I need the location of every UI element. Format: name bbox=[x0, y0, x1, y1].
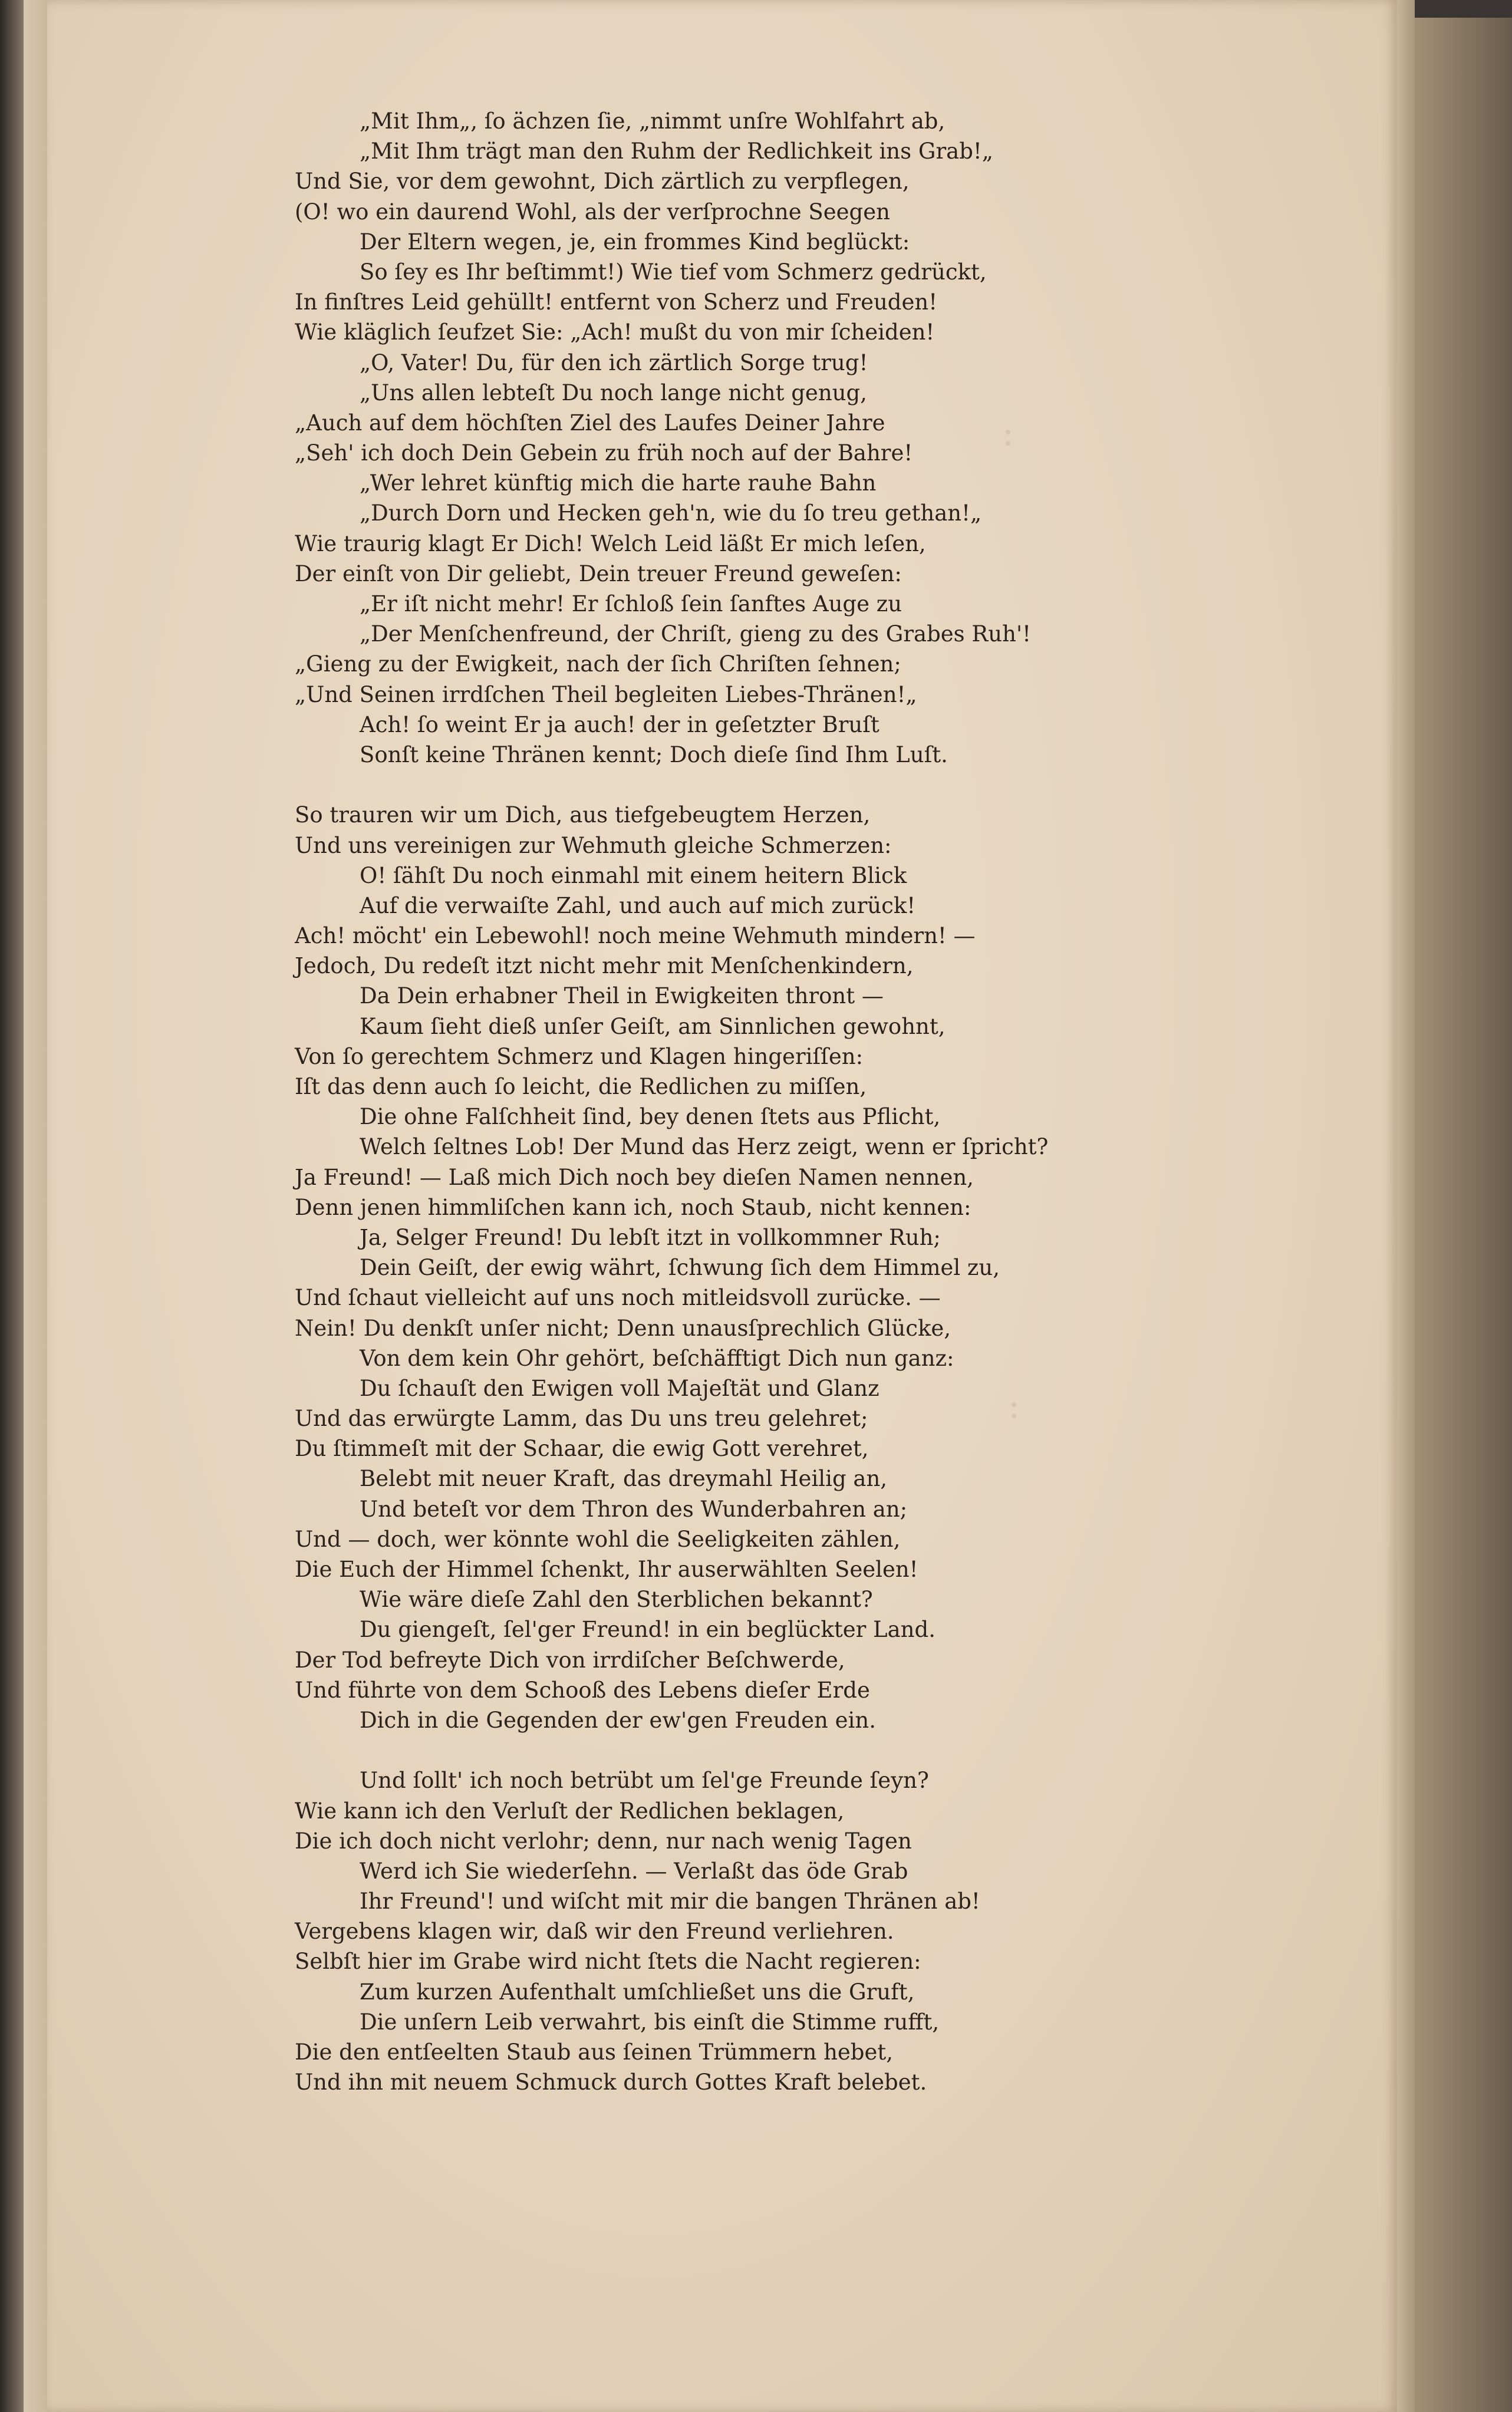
poem-line: „O, Vater! Du, für den ich zärtlich Sorge trug! bbox=[360, 350, 868, 375]
poem-line: Der Eltern wegen, je, ein frommes Kind beglückt: bbox=[360, 229, 910, 255]
poem-line: Jedoch, Du redeſt itzt nicht mehr mit Menſchenkindern, bbox=[295, 953, 914, 979]
poem-line: „Durch Dorn und Hecken geh'n, wie du ſo treu gethan!„ bbox=[360, 500, 982, 526]
poem-line: Wie wäre dieſe Zahl den Sterblichen bekannt? bbox=[360, 1587, 873, 1613]
poem-line: Und beteſt vor dem Thron des Wunderbahren an; bbox=[360, 1496, 908, 1522]
poem-line: Die ohne Falſchheit ſind, bey denen ſtets aus Pflicht, bbox=[360, 1104, 941, 1130]
poem-line: Auf die verwaiſte Zahl, und auch auf mich zurück! bbox=[360, 892, 916, 918]
poem-line: Und Sie, vor dem gewohnt, Dich zärtlich zu verpflegen, bbox=[295, 169, 910, 195]
poem-line: Und ihn mit neuem Schmuck durch Gottes Kraft belebet. bbox=[295, 2070, 927, 2095]
stanza-break bbox=[295, 1735, 1037, 1765]
poem-line: Und — doch, wer könnte wohl die Seeligkeiten zählen, bbox=[295, 1526, 901, 1552]
poem-line: „Und Seinen irrdſchen Theil begleiten Liebes-Thränen!„ bbox=[295, 681, 917, 707]
poem-line: Ja, Selger Freund! Du lebſt itzt in vollkommner Ruh; bbox=[360, 1224, 941, 1250]
poem-line: Und ſchaut vielleicht auf uns noch mitleidsvoll zurücke. — bbox=[295, 1285, 941, 1311]
bleed-through-mark: : bbox=[1008, 1385, 1020, 1426]
poem-line: Nein! Du denkſt unſer nicht; Denn unausſprechlich Glücke, bbox=[295, 1315, 951, 1341]
poem-line: Wie kann ich den Verluſt der Redlichen beklagen, bbox=[295, 1798, 845, 1824]
poem-line: „Wer lehret künftig mich die harte rauhe Bahn bbox=[360, 470, 877, 496]
poem-line: Zum kurzen Aufenthalt umſchließet uns die Gruft, bbox=[360, 1979, 915, 2005]
poem-line: Kaum ſieht dieß unſer Geiſt, am Sinnlichen gewohnt, bbox=[360, 1013, 946, 1039]
poem-line: Die den entſeelten Staub aus ſeinen Trümmern hebet, bbox=[295, 2039, 894, 2065]
poem-line: (O! wo ein daurend Wohl, als der verſprochne Seegen bbox=[295, 199, 890, 225]
poem-line: Du ſtimmeſt mit der Schaar, die ewig Gott verehret, bbox=[295, 1436, 869, 1462]
poem-line: Welch ſeltnes Lob! Der Mund das Herz zeigt, wenn er ſpricht? bbox=[360, 1134, 1049, 1160]
poem-line: Denn jenen himmliſchen kann ich, noch Staub, nicht kennen: bbox=[295, 1194, 971, 1220]
poem-line: So ſey es Ihr beſtimmt!) Wie tief vom Schmerz gedrückt, bbox=[360, 259, 987, 285]
bleed-through-mark: : bbox=[1002, 413, 1014, 454]
page-fold bbox=[1397, 0, 1415, 2412]
poem-line: Und das erwürgte Lamm, das Du uns treu gelehret; bbox=[295, 1406, 868, 1432]
poem-line: Die Euch der Himmel ſchenkt, Ihr auserwählten Seelen! bbox=[295, 1557, 918, 1582]
poem-line: O! ſähſt Du noch einmahl mit einem heitern Blick bbox=[360, 862, 907, 888]
poem-line: Von ſo gerechtem Schmerz und Klagen hingeriſſen: bbox=[295, 1043, 864, 1069]
poem-line: Und ſollt' ich noch betrübt um ſel'ge Freunde ſeyn? bbox=[360, 1768, 929, 1794]
poem-text bbox=[295, 106, 1049, 2216]
poem-line: Du giengeſt, ſel'ger Freund! in ein beglückter Land. bbox=[360, 1617, 935, 1643]
poem-line: „Seh' ich doch Dein Gebein zu früh noch auf der Bahre! bbox=[295, 440, 913, 466]
poem-line: Von dem kein Ohr gehört, beſchäfftigt Dich nun ganz: bbox=[360, 1345, 954, 1371]
poem-line: Und führte von dem Schooß des Lebens dieſer Erde bbox=[295, 1677, 870, 1703]
poem-line: Ach! ſo weint Er ja auch! der in geſetzter Bruſt bbox=[360, 711, 879, 737]
poem-line: Du ſchauſt den Ewigen voll Majeſtät und Glanz bbox=[360, 1375, 879, 1401]
poem-line: Dein Geiſt, der ewig währt, ſchwung ſich dem Himmel zu, bbox=[360, 1255, 1000, 1281]
poem-line: „Auch auf dem höchſten Ziel des Laufes Deiner Jahre bbox=[295, 410, 885, 436]
stanza-break bbox=[295, 770, 1037, 800]
poem-line: In finſtres Leid gehüllt! entfernt von Scherz und Freuden! bbox=[295, 289, 938, 315]
poem-line: Vergebens klagen wir, daß wir den Freund verliehren. bbox=[295, 1919, 894, 1945]
previous-page-edge bbox=[24, 0, 48, 2412]
poem-line: „Mit Ihm trägt man den Ruhm der Redlichkeit ins Grab!„ bbox=[360, 139, 993, 164]
poem-line: „Der Menſchenfreund, der Chriſt, gieng zu des Grabes Ruh'! bbox=[360, 621, 1031, 647]
poem-line: Dich in die Gegenden der ew'gen Freuden ein. bbox=[360, 1707, 876, 1733]
poem-line: „Mit Ihm„, ſo ächzen ſie, „nimmt unſre Wohlfahrt ab, bbox=[360, 108, 946, 134]
poem-line: Der Tod befreyte Dich von irrdiſcher Beſchwerde, bbox=[295, 1647, 845, 1673]
poem-line: Die unſern Leib verwahrt, bis einſt die Stimme rufft, bbox=[360, 2009, 940, 2035]
poem-line: Werd ich Sie wiederſehn. — Verlaßt das öde Grab bbox=[360, 1858, 908, 1884]
poem-line: Da Dein erhabner Theil in Ewigkeiten thront — bbox=[360, 983, 884, 1009]
poem-line: „Gieng zu der Ewigkeit, nach der ſich Chriſten ſehnen; bbox=[295, 651, 901, 677]
poem-line: Ach! möcht' ein Lebewohl! noch meine Wehmuth mindern! — bbox=[295, 923, 976, 949]
poem-line: Sonſt keine Thränen kennt; Doch dieſe ſind Ihm Luſt. bbox=[360, 742, 948, 767]
poem-line: Ihr Freund'! und wiſcht mit mir die bangen Thränen ab! bbox=[360, 1889, 980, 1915]
poem-line: Selbſt hier im Grabe wird nicht ſtets die Nacht regieren: bbox=[295, 1949, 921, 1975]
poem-line: „Er iſt nicht mehr! Er ſchloß ſein ſanftes Auge zu bbox=[360, 591, 902, 617]
underlying-page bbox=[1415, 18, 1512, 2412]
poem-line: Ja Freund! — Laß mich Dich noch bey dieſen Namen nennen, bbox=[295, 1164, 974, 1190]
poem-line: Wie traurig klagt Er Dich! Welch Leid läßt Er mich leſen, bbox=[295, 530, 926, 556]
poem-line: Der einſt von Dir geliebt, Dein treuer Freund geweſen: bbox=[295, 561, 902, 586]
poem-line: „Uns allen lebteſt Du noch lange nicht genug, bbox=[360, 380, 867, 406]
poem-line: Belebt mit neuer Kraft, das dreymahl Heilig an, bbox=[360, 1466, 888, 1492]
poem-line: Wie kläglich ſeufzet Sie: „Ach! mußt du von mir ſcheiden! bbox=[295, 319, 935, 345]
poem-line: So trauren wir um Dich, aus tiefgebeugtem Herzen, bbox=[295, 802, 871, 828]
poem-line: Iſt das denn auch ſo leicht, die Redlichen zu miſſen, bbox=[295, 1074, 867, 1099]
poem-line: Die ich doch nicht verlohr; denn, nur nach wenig Tagen bbox=[295, 1828, 912, 1854]
poem-line: Und uns vereinigen zur Wehmuth gleiche Schmerzen: bbox=[295, 832, 892, 858]
